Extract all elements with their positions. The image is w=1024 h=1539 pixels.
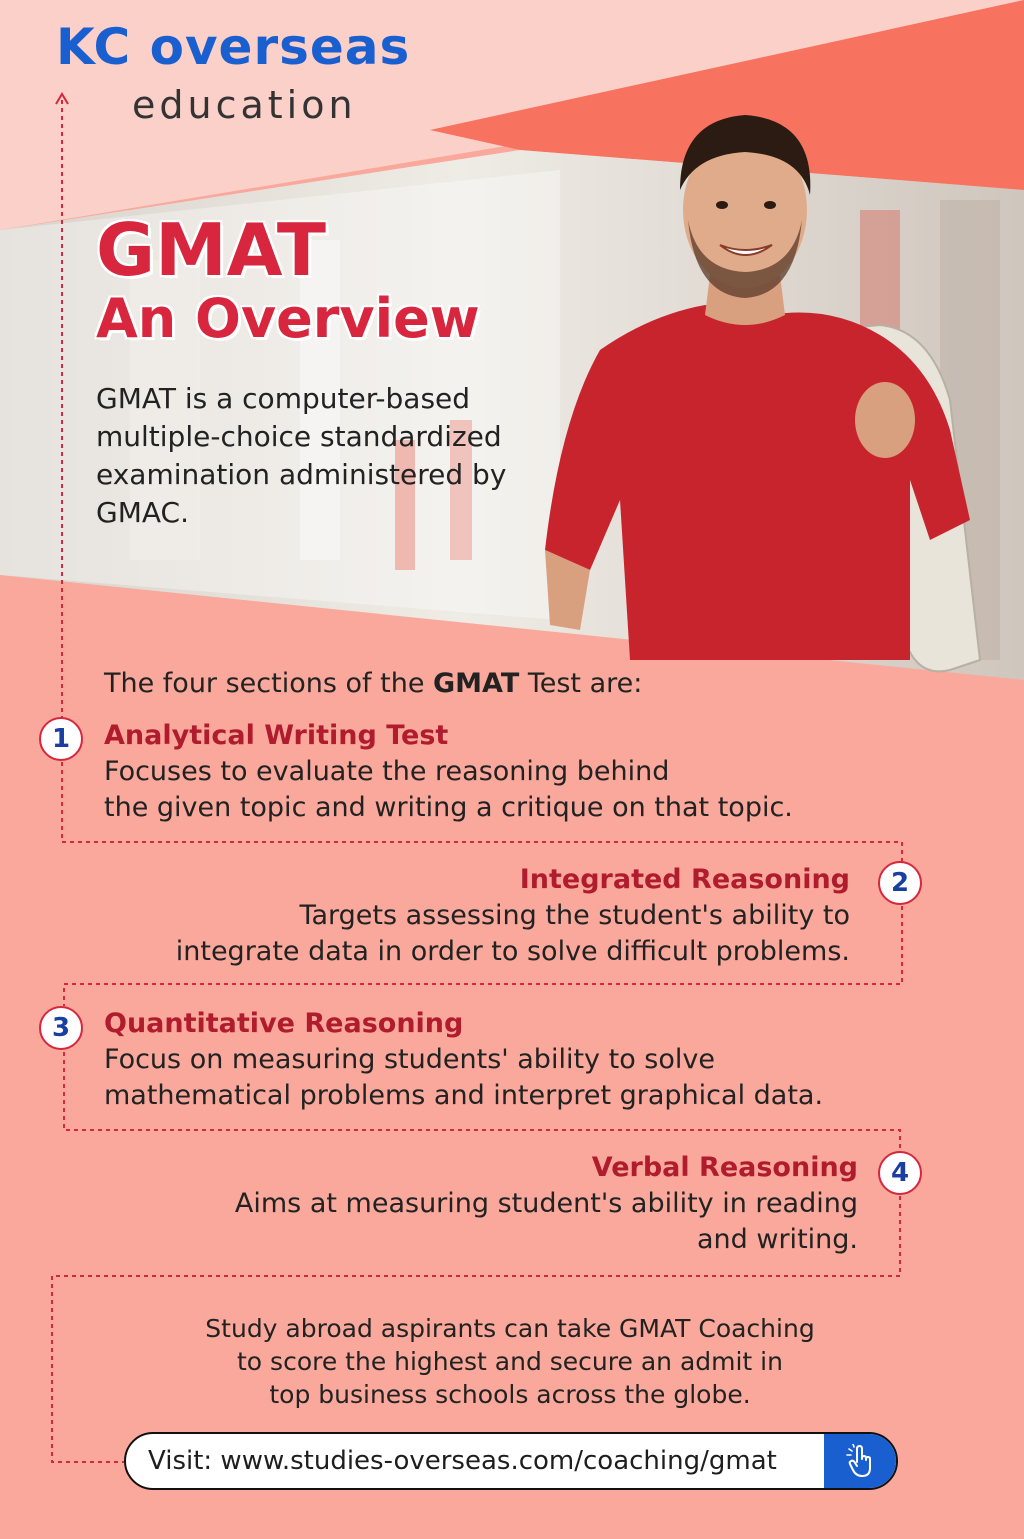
sections-lead: The four sections of the GMAT Test are: (104, 668, 643, 699)
section-number-badge: 2 (878, 861, 922, 905)
section-body-line: and writing. (697, 1224, 858, 1255)
intro-paragraph: GMAT is a computer-based multiple-choice standardized examination administered by GMAC. (96, 382, 507, 529)
brand-logo-main: KC overseas (56, 18, 411, 76)
closing-line: to score the highest and secure an admit in (237, 1347, 783, 1376)
section-body-line: Aims at measuring student's ability in reading (234, 1188, 858, 1219)
section-body-line: integrate data in order to solve difficult problems. (175, 936, 850, 967)
section-verbal-reasoning (235, 1150, 858, 1258)
section-body-line: Focus on measuring students' ability to solve (104, 1044, 715, 1075)
section-number-badge: 4 (878, 1151, 922, 1195)
section-title: Quantitative Reasoning (104, 1008, 464, 1039)
page-title: GMAT (96, 208, 326, 292)
section-quantitative-reasoning (104, 1006, 823, 1114)
section-body-line: Focuses to evaluate the reasoning behind (104, 756, 670, 787)
section-title: Verbal Reasoning (591, 1152, 858, 1183)
section-integrated-reasoning (176, 862, 850, 970)
visit-link-button[interactable] (124, 1432, 898, 1490)
section-title: Analytical Writing Test (104, 720, 449, 751)
section-body-line: Targets assessing the student's ability to (299, 900, 850, 931)
section-analytical-writing (104, 718, 793, 826)
closing-paragraph (110, 1312, 910, 1411)
page-subtitle: An Overview (96, 287, 480, 350)
section-body-line: mathematical problems and interpret graphical data. (104, 1080, 824, 1111)
visit-link-text[interactable]: Visit: www.studies-overseas.com/coaching/gmat (148, 1446, 777, 1476)
cta-icon-button[interactable] (824, 1434, 896, 1488)
section-number-badge: 3 (39, 1006, 83, 1050)
brand-logo-sub: education (132, 83, 357, 127)
closing-line: Study abroad aspirants can take GMAT Coaching (205, 1314, 815, 1343)
section-body-line: the given topic and writing a critique on that topic. (104, 792, 793, 823)
closing-line: top business schools across the globe. (269, 1380, 751, 1409)
pointer-hand-icon (845, 1444, 875, 1478)
student-photo (530, 100, 1024, 680)
section-number-badge: 1 (39, 717, 83, 761)
section-title: Integrated Reasoning (519, 864, 850, 895)
